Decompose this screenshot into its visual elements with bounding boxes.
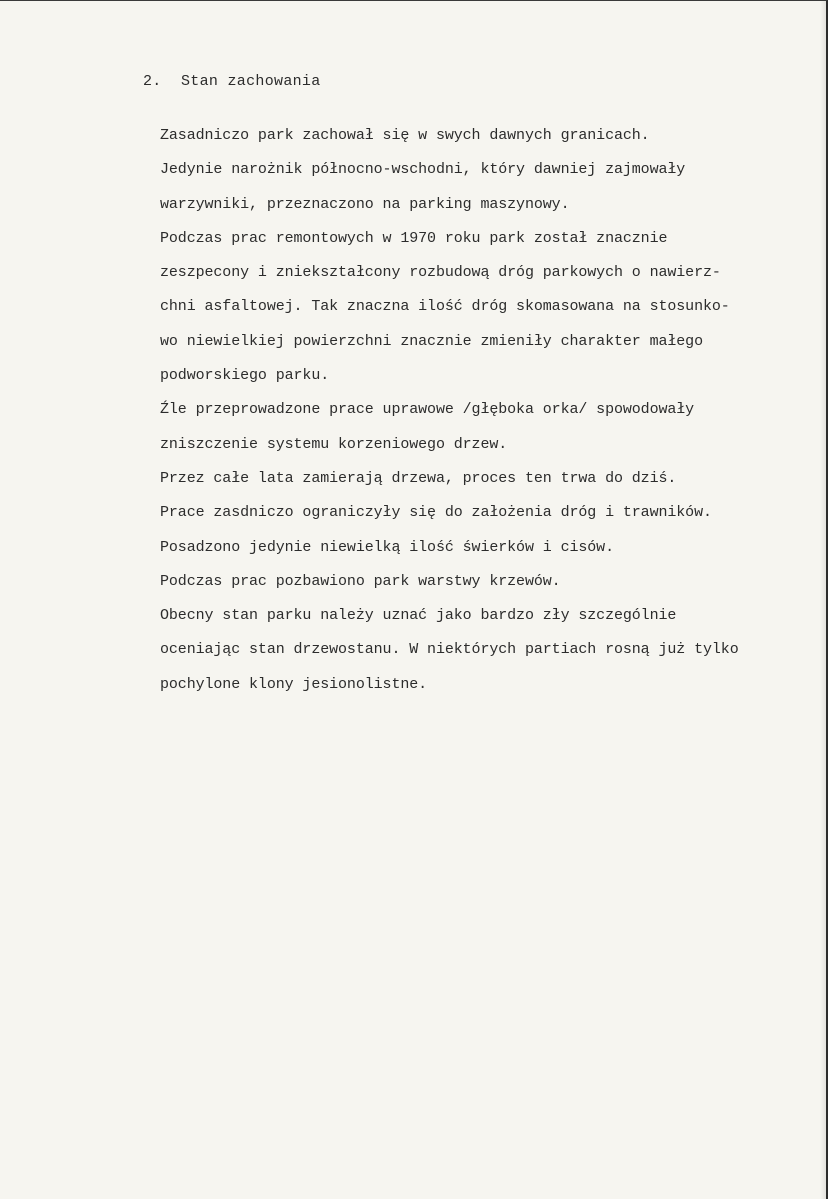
text-line: Posadzono jedynie niewielką ilość świerków i cisów. xyxy=(160,538,614,556)
section-heading xyxy=(143,73,321,90)
section-title: Stan zachowania xyxy=(181,73,321,90)
text-line: Zasadniczo park zachował się w swych dawnych granicach. xyxy=(160,127,650,144)
text-line: Obecny stan parku należy uznać jako bardzo zły szczególnie xyxy=(160,607,677,625)
text-line: zeszpecony i zniekształcony rozbudową dróg parkowych o nawierz- xyxy=(160,264,721,282)
text-line: pochylone klony jesionolistne. xyxy=(160,675,428,693)
text-line: zniszczenie systemu korzeniowego drzew. xyxy=(160,435,508,453)
text-line: Podczas prac pozbawiono park warstwy krzewów. xyxy=(160,572,561,590)
text-line: Prace zasdniczo ograniczyły się do założenia dróg i trawników. xyxy=(160,504,712,522)
text-line: Źle przeprowadzone prace uprawowe /głęboka orka/ spowodowały xyxy=(160,401,695,419)
text-line: Podczas prac remontowych w 1970 roku park został znacznie xyxy=(160,229,668,247)
text-line: Jedynie narożnik północno-wschodni, który dawniej zajmowały xyxy=(160,161,686,179)
text-line: chni asfaltowej. Tak znaczna ilość dróg skomasowana na stosunko- xyxy=(160,298,730,316)
text-line: oceniając stan drzewostanu. W niektórych partiach rosną już tylko xyxy=(160,641,739,659)
section-number: 2. xyxy=(143,73,162,90)
text-line: podworskiego parku. xyxy=(160,367,330,385)
text-line: wo niewielkiej powierzchni znacznie zmieniły charakter małego xyxy=(160,332,703,350)
text-line: Przez całe lata zamierają drzewa, proces ten trwa do dziś. xyxy=(160,469,677,487)
section-body xyxy=(160,119,824,702)
text-line: warzywniki, przeznaczono na parking maszynowy. xyxy=(160,195,570,213)
